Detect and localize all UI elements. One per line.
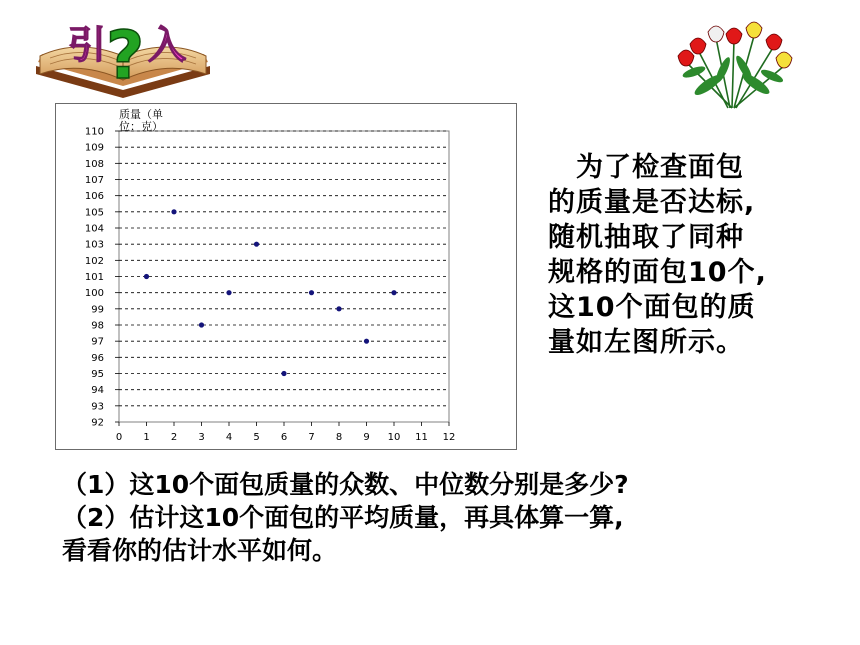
y-tick-label: 96 [91, 352, 104, 364]
y-tick-label: 94 [91, 385, 104, 397]
x-tick-label: 0 [115, 432, 123, 443]
intro-line: 随机抽取了同种 [548, 222, 744, 253]
y-tick-label: 109 [84, 142, 104, 154]
y-tick-label: 100 [84, 288, 104, 300]
y-tick-label: 106 [84, 191, 104, 203]
y-tick-label: 105 [84, 207, 104, 219]
x-tick-label: 6 [280, 432, 288, 443]
data-point [281, 371, 286, 376]
x-tick-label: 7 [308, 432, 315, 443]
data-point [391, 290, 396, 295]
x-tick-label: 3 [198, 432, 205, 443]
intro-line: 这10个面包的质 [548, 292, 756, 323]
x-tick-label: 10 [387, 432, 401, 443]
y-tick-label: 110 [84, 126, 104, 138]
tulip-bouquet-illustration [668, 10, 798, 110]
data-point [226, 290, 231, 295]
y-axis-label: 质量（单 [119, 108, 163, 121]
data-point [144, 274, 149, 279]
intro-line: 量如左图所示。 [548, 327, 744, 358]
chart-svg [56, 104, 516, 449]
intro-book-logo [28, 8, 218, 100]
x-tick-label: 12 [442, 432, 456, 443]
y-tick-label: 108 [84, 158, 104, 170]
intro-paragraph [548, 150, 818, 360]
x-tick-label: 9 [363, 432, 370, 443]
x-tick-label: 5 [253, 432, 260, 443]
question-2: （2）估计这10个面包的平均质量，再具体算一算, [62, 503, 624, 532]
data-point [309, 290, 314, 295]
y-axis-label: 位：克） [119, 120, 163, 133]
x-tick-label: 8 [335, 432, 343, 443]
y-tick-label: 107 [84, 175, 104, 186]
logo-char-left: 引 [68, 23, 107, 67]
x-tick-label: 2 [170, 432, 178, 443]
x-tick-label: 1 [143, 432, 150, 443]
logo-char-right: 入 [148, 23, 187, 67]
question-2-continued: 看看你的估计水平如何。 [62, 536, 338, 565]
y-tick-label: 101 [84, 272, 104, 283]
data-point [336, 306, 341, 311]
questions-block [62, 468, 852, 567]
bread-mass-scatter-chart [55, 103, 517, 450]
data-point [171, 209, 176, 214]
intro-line: 规格的面包10个, [548, 257, 767, 288]
data-point [199, 322, 204, 327]
data-point [364, 339, 369, 344]
intro-line: 为了检查面包 [548, 152, 744, 183]
question-1: （1）这10个面包质量的众数、中位数分别是多少? [62, 470, 629, 499]
y-tick-label: 103 [84, 239, 104, 251]
intro-line: 的质量是否达标, [548, 187, 756, 218]
logo-question-mark: ? [106, 17, 145, 94]
y-tick-label: 92 [91, 417, 104, 429]
x-tick-label: 11 [415, 432, 428, 443]
y-tick-label: 98 [91, 320, 104, 332]
x-tick-label: 4 [225, 432, 233, 443]
y-tick-label: 93 [91, 401, 104, 413]
data-point [254, 242, 259, 247]
y-tick-label: 99 [91, 304, 104, 316]
y-tick-label: 102 [84, 255, 104, 267]
y-tick-label: 104 [84, 223, 104, 235]
y-tick-label: 97 [91, 336, 104, 348]
y-tick-label: 95 [91, 369, 104, 380]
